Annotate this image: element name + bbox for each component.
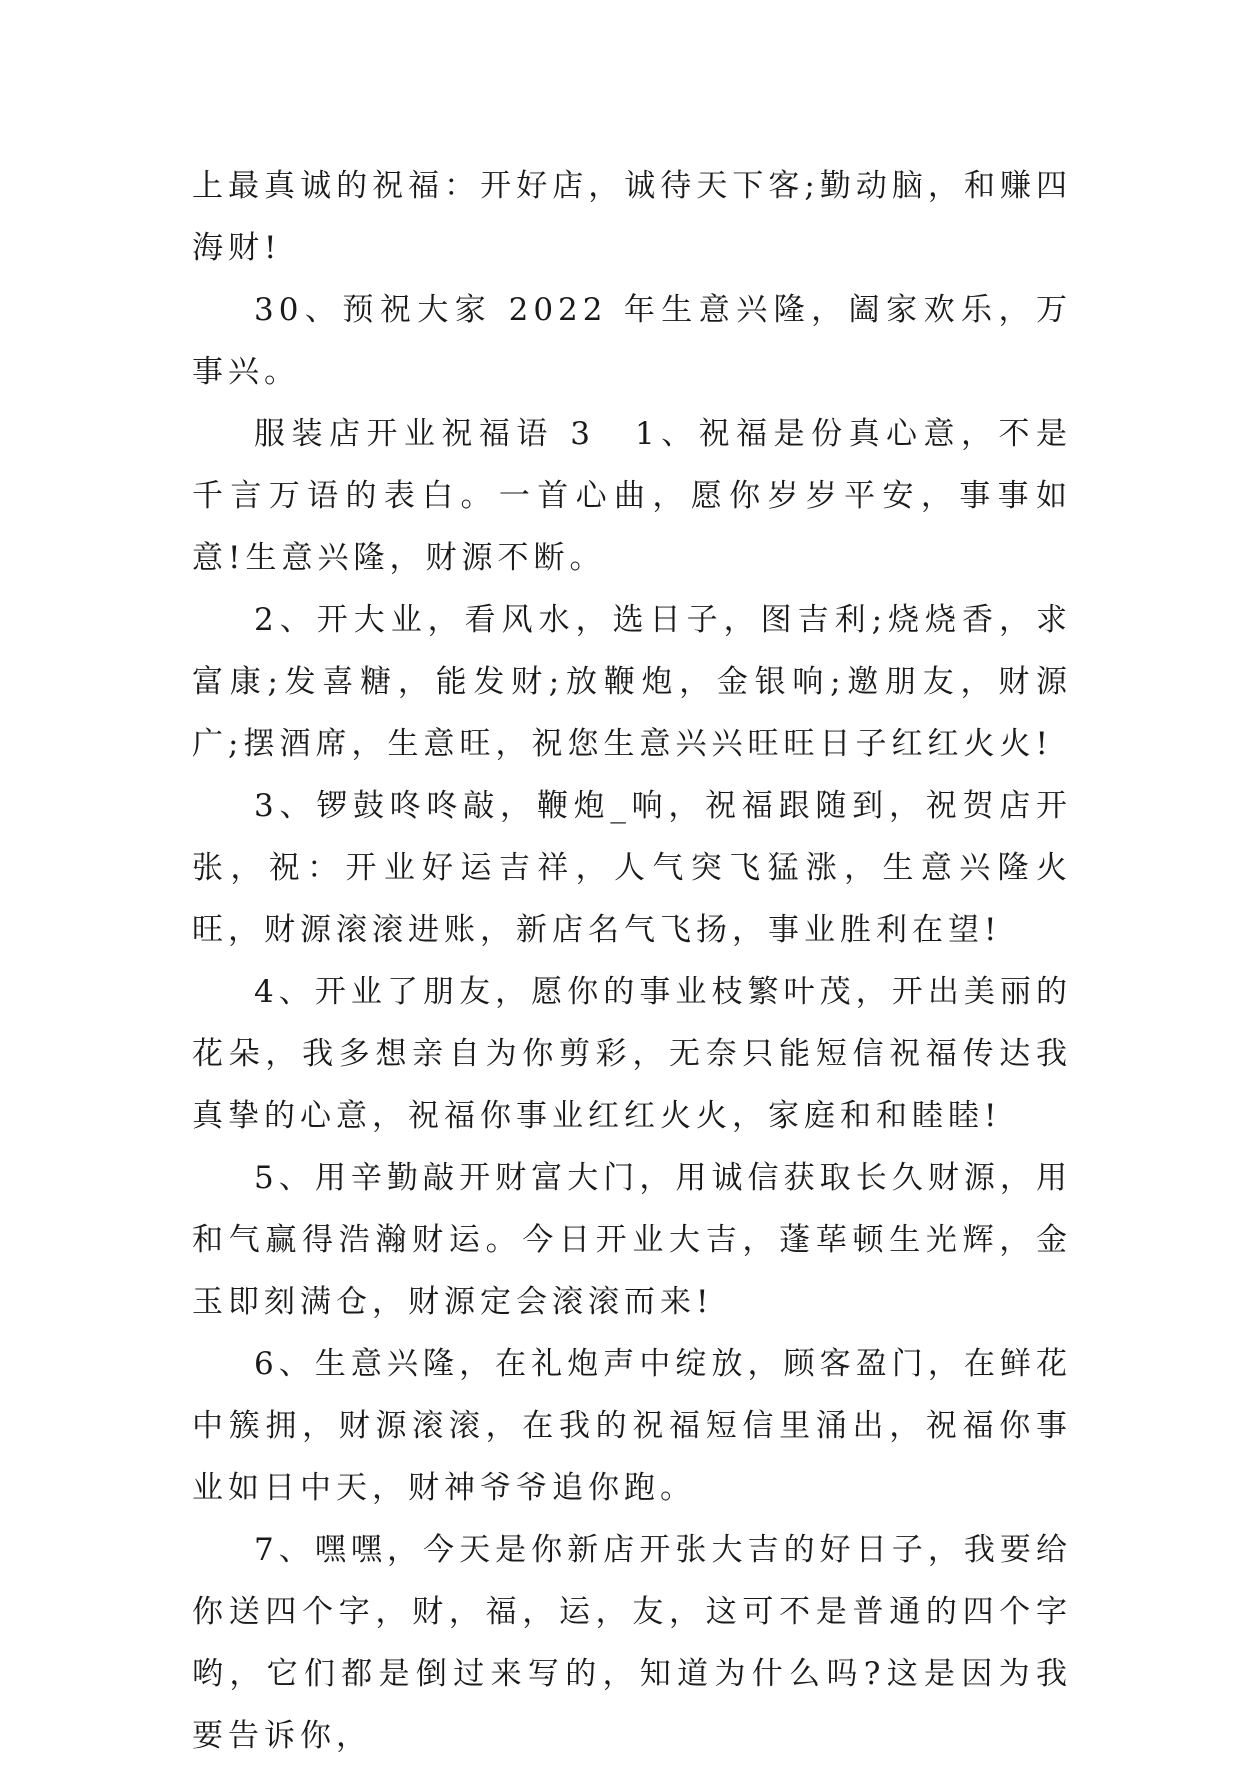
paragraph-section-3 (192, 403, 1072, 589)
paragraph-item-4: 4、开业了朋友，愿你的事业枝繁叶茂，开出美丽的花朵，我多想亲自为你剪彩，无奈只能短信祝福传达我真挚的心意，祝福你事业红红火火，家庭和和睦睦! (192, 974, 1072, 1134)
section-heading: 服装店开业祝福语 3 (254, 416, 595, 452)
paragraph-item-3: 3、锣鼓咚咚敲，鞭炮_响，祝福跟随到，祝贺店开张，祝：开业好运吉祥，人气突飞猛涨，生意兴隆火旺，财源滚滚进账，新店名气飞扬，事业胜利在望! (192, 788, 1072, 948)
paragraph-item-30: 30、预祝大家 2022 年生意兴隆，阖家欢乐，万事兴。 (192, 292, 1072, 390)
paragraph-continued: 上最真诚的祝福：开好店，诚待天下客;勤动脑，和赚四海财! (192, 168, 1072, 266)
paragraph-item-1-text: 1、祝福是份真心意，不是千言万语的表白。一首心曲，愿你岁岁平安，事事如意!生意兴隆，财源不断。 (192, 416, 1072, 576)
paragraph-item-5: 5、用辛勤敲开财富大门，用诚信获取长久财源，用和气赢得浩瀚财运。今日开业大吉，蓬荜顿生光辉，金玉即刻满仓，财源定会滚滚而来! (192, 1160, 1072, 1320)
paragraph-item-2: 2、开大业，看风水，选日子，图吉利;烧烧香，求富康;发喜糖，能发财;放鞭炮，金银响;邀朋友，财源广;摆酒席，生意旺，祝您生意兴兴旺旺日子红红火火! (192, 602, 1072, 762)
paragraph-item-6: 6、生意兴隆，在礼炮声中绽放，顾客盈门，在鲜花中簇拥，财源滚滚，在我的祝福短信里涌出，祝福你事业如日中天，财神爷爷追你跑。 (192, 1346, 1072, 1506)
paragraph-item-7: 7、嘿嘿，今天是你新店开张大吉的好日子，我要给你送四个字，财，福，运，友，这可不是普通的四个字哟，它们都是倒过来写的，知道为什么吗?这是因为我要告诉你， (192, 1532, 1072, 1754)
document-body (192, 155, 1072, 1767)
